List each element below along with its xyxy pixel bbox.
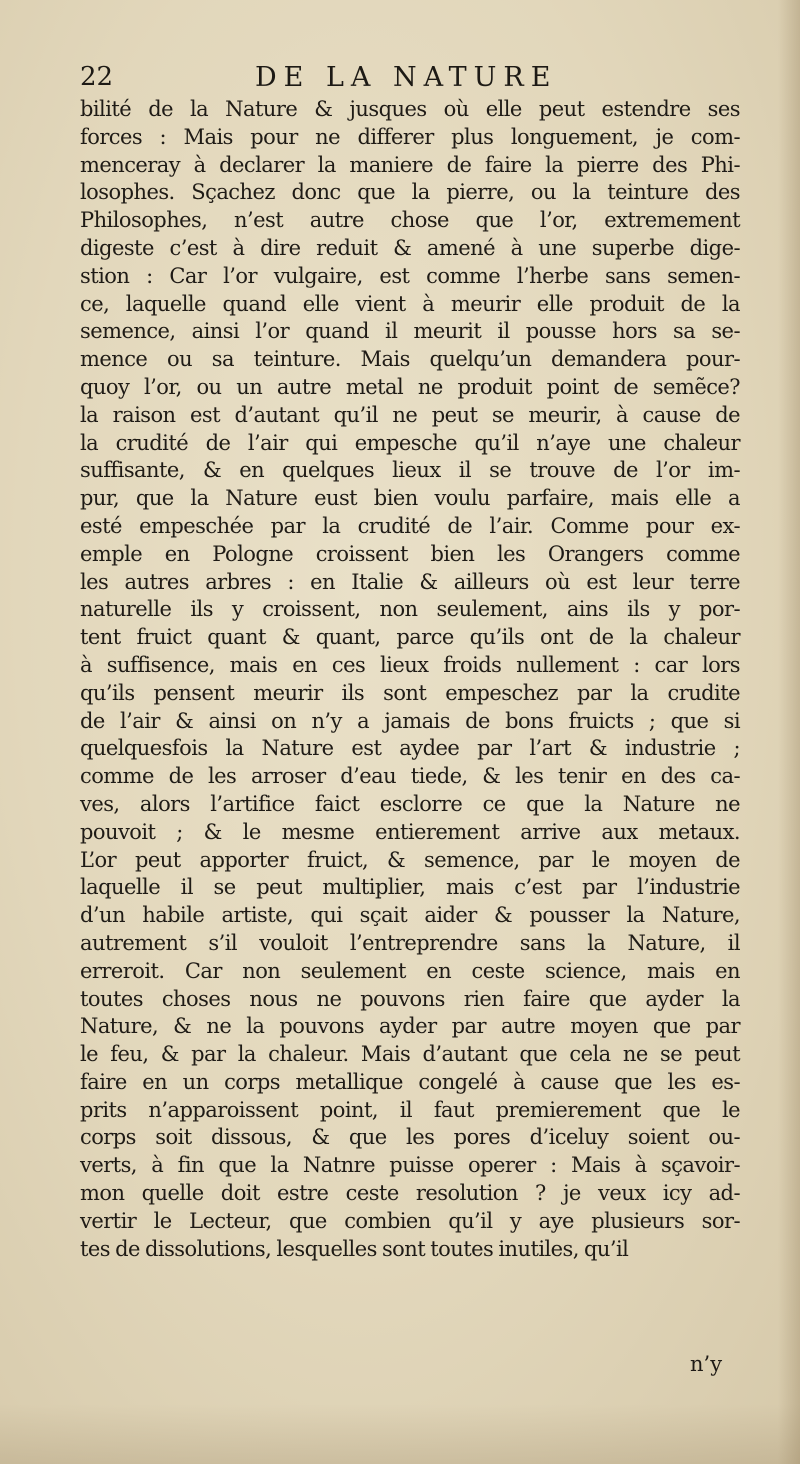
text-line: ce, laquelle quand elle vient à meurir elle produit de la — [80, 291, 740, 316]
text-line: pur, que la Nature eust bien voulu parfaire, mais elle a — [80, 486, 740, 511]
text-line: corps soit dissous, & que les pores d’iceluy soient ou- — [80, 1125, 740, 1150]
text-line: ves, alors l’artifice faict esclorre ce que la Nature ne — [80, 791, 740, 816]
text-line: digeste c’est à dire reduit & amené à une superbe dige- — [80, 235, 740, 260]
text-line: quelquesfois la Nature est aydee par l’art & industrie ; — [80, 736, 740, 761]
text-line: suffisante, & en quelques lieux il se trouve de l’or im- — [80, 458, 740, 483]
page-edge-shadow — [778, 0, 800, 1464]
text-line: de l’air & ainsi on n’y a jamais de bons fruicts ; que si — [80, 708, 740, 733]
catchword: n’y — [690, 1352, 723, 1376]
text-line: laquelle il se peut multiplier, mais c’est par l’industrie — [80, 875, 740, 900]
text-line: le feu, & par la chaleur. Mais d’autant que cela ne se peut — [80, 1042, 740, 1067]
text-line: vertir le Lecteur, que combien qu’il y aye plusieurs sor- — [80, 1208, 740, 1233]
text-line: verts, à fin que la Natnre puisse operer : Mais à sçavoir- — [80, 1153, 740, 1178]
text-line: d’un habile artiste, qui sçait aider & pousser la Nature, — [80, 903, 740, 928]
text-line: bilité de la Nature & jusques où elle peut estendre ses — [80, 97, 740, 121]
body-text — [80, 96, 740, 1263]
text-line: faire en un corps metallique congelé à cause que les es- — [80, 1069, 740, 1094]
text-line: tent fruict quant & quant, parce qu’ils ont de la chaleur — [80, 625, 740, 650]
text-line: autrement s’il vouloit l’entreprendre sans la Nature, il — [80, 930, 740, 955]
page-header — [80, 62, 740, 98]
text-line: toutes choses nous ne pouvons rien faire que ayder la — [80, 986, 740, 1011]
text-line: forces : Mais pour ne differer plus longuement, je com- — [80, 124, 740, 149]
text-line: mon quelle doit estre ceste resolution ? je veux icy ad- — [80, 1181, 740, 1206]
text-line: Nature, & ne la pouvons ayder par autre moyen que par — [80, 1014, 740, 1039]
text-line: emple en Pologne croissent bien les Orangers comme — [80, 541, 740, 566]
page-bottom-shadow — [0, 1404, 800, 1464]
text-line: L’or peut apporter fruict, & semence, par le moyen de — [80, 847, 740, 872]
text-line: Philosophes, n’est autre chose que l’or, extremement — [80, 208, 740, 233]
text-line: comme de les arroser d’eau tiede, & les tenir en des ca- — [80, 764, 740, 789]
text-line: mence ou sa teinture. Mais quelqu’un demandera pour- — [80, 347, 740, 372]
text-line: qu’ils pensent meurir ils sont empeschez par la crudite — [80, 680, 740, 705]
text-line: losophes. Sçachez donc que la pierre, ou la teinture des — [80, 180, 740, 205]
text-line: à suffisence, mais en ces lieux froids nullement : car lors — [80, 652, 740, 677]
text-line: esté empeschée par la crudité de l’air. Comme pour ex- — [80, 513, 740, 538]
page-number: 22 — [80, 62, 114, 92]
text-line: menceray à declarer la maniere de faire la pierre des Phi- — [80, 152, 740, 177]
text-line: stion : Car l’or vulgaire, est comme l’herbe sans semen- — [80, 263, 740, 288]
text-line: la crudité de l’air qui empesche qu’il n’aye une chaleur — [80, 430, 740, 455]
running-title: DE LA NATURE — [255, 62, 558, 93]
text-line: quoy l’or, ou un autre metal ne produit point de semẽce? — [80, 374, 740, 399]
text-line: la raison est d’autant qu’il ne peut se meurir, à cause de — [80, 402, 740, 427]
text-line: pouvoit ; & le mesme entierement arrive aux metaux. — [80, 819, 740, 844]
text-line: les autres arbres : en Italie & ailleurs où est leur terre — [80, 569, 740, 594]
text-line: erreroit. Car non seulement en ceste science, mais en — [80, 958, 740, 983]
text-line: prits n’apparoissent point, il faut premierement que le — [80, 1097, 740, 1122]
text-line: semence, ainsi l’or quand il meurit il pousse hors sa se- — [80, 319, 740, 344]
text-line: naturelle ils y croissent, non seulement, ains ils y por- — [80, 597, 740, 622]
text-line: tes de dissolutions, lesquelles sont toutes inutiles, qu’il — [80, 1236, 629, 1261]
